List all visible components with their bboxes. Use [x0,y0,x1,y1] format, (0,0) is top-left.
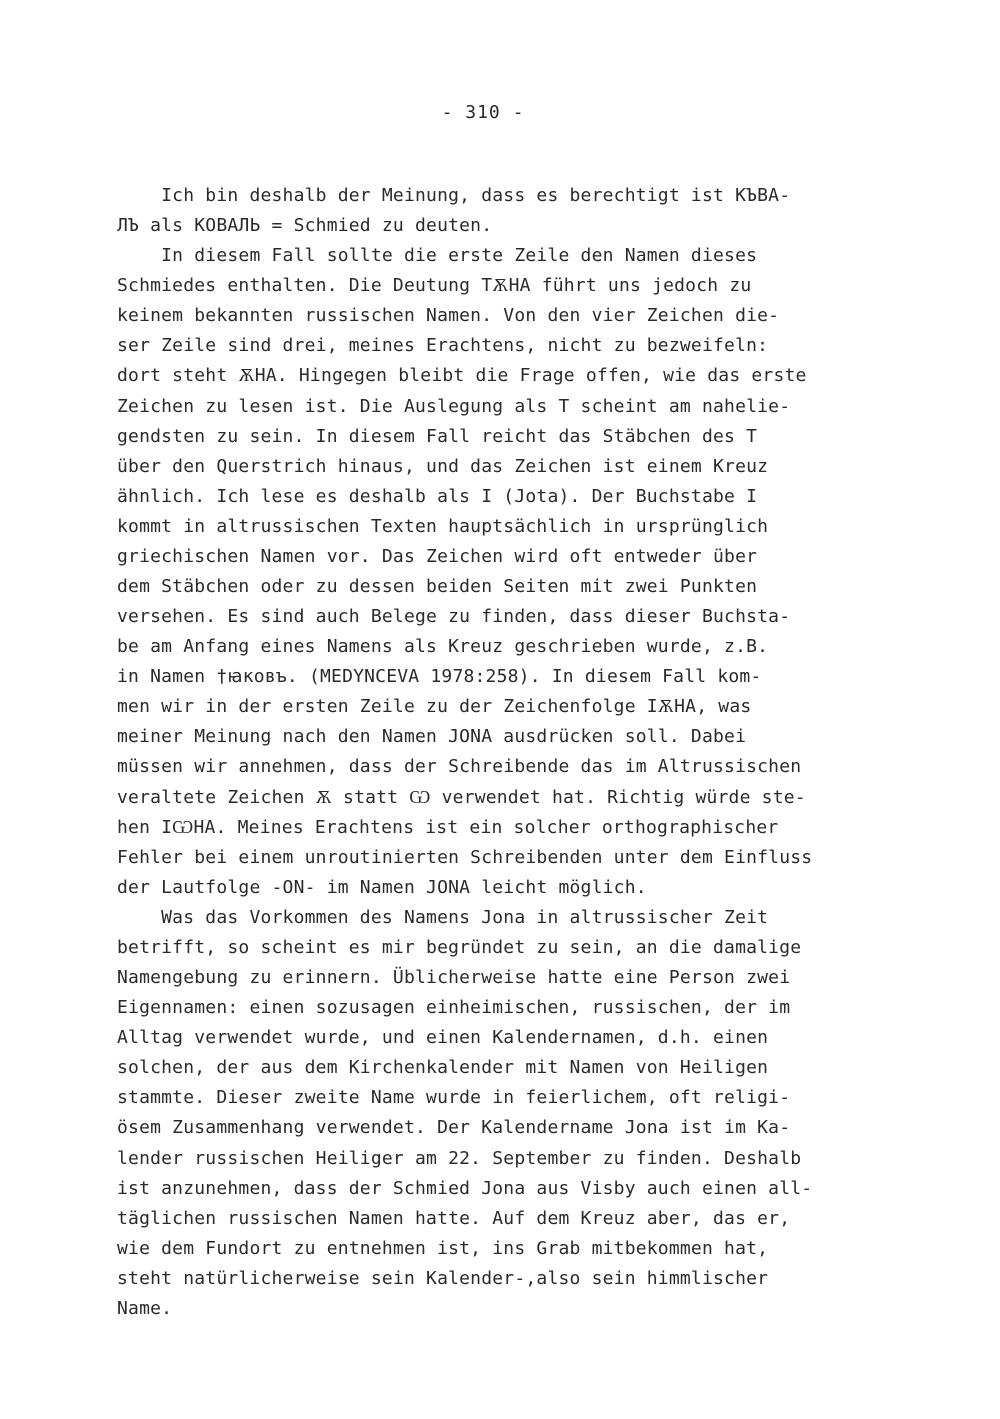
text-line: hen IѠНА. Meines Erachtens ist ein solcher orthographischer [117,816,779,838]
text-line: über den Querstrich hinaus, und das Zeichen ist einem Kreuz [117,455,769,477]
text-line: gendsten zu sein. In diesem Fall reicht das Stäbchen des Т [117,425,758,447]
text-line: täglichen russischen Namen hatte. Auf dem Kreuz aber, das er, [117,1207,791,1229]
text-line: griechischen Namen vor. Das Zeichen wird oft entweder über [117,545,758,567]
text-line: Eigennamen: einen sozusagen einheimischen, russischen, der im [117,997,791,1019]
text-line: stammte. Dieser zweite Name wurde in feierlichem, oft religi- [117,1087,791,1109]
text-line: ähnlich. Ich lese es deshalb als I (Jota). Der Buchstabe I [117,485,758,507]
text-line: meiner Meinung nach den Namen JONA ausdrücken soll. Dabei [117,726,747,748]
text-line: In diesem Fall sollte die erste Zeile den Namen dieses [117,245,758,267]
text-line: in Namen †ꙗковъ. (MEDYNCEVA 1978:258). In diesem Fall kom- [117,666,762,688]
text-line: solchen, der aus dem Kirchenkalender mit Namen von Heiligen [117,1057,769,1079]
text-line: Name. [117,1297,173,1319]
text-line: lender russischen Heiliger am 22. September zu finden. Deshalb [117,1147,802,1169]
text-line: Alltag verwendet wurde, und einen Kalendernamen, d.h. einen [117,1027,769,1049]
text-line: Ich bin deshalb der Meinung, dass es berechtigt ist КЪВА- [117,185,791,206]
text-line: betrifft, so scheint es mir begründet zu sein, an die damalige [117,936,802,958]
text-line: Namengebung zu erinnern. Üblicherweise hatte eine Person zwei [117,967,791,989]
body-text [117,181,877,1324]
text-line: Was das Vorkommen des Namens Jona in altrussischer Zeit [117,906,769,928]
text-line: der Lautfolge -ON- im Namen JONA leicht möglich. [117,876,647,898]
text-line: ösem Zusammenhang verwendet. Der Kalendername Jona ist im Ka- [117,1117,791,1139]
text-line: Zeichen zu lesen ist. Die Auslegung als Т scheint am nahelie- [117,395,791,417]
text-line: be am Anfang eines Namens als Kreuz geschrieben wurde, z.B. [117,636,769,658]
page-number: - 310 - [441,102,525,123]
text-line: dem Stäbchen oder zu dessen beiden Seiten mit zwei Punkten [117,576,758,598]
text-line: ЛЪ als КОВАЛЬ = Schmied zu deuten. [117,215,493,237]
text-line: keinem bekannten russischen Namen. Von den vier Zeichen die- [117,305,780,327]
text-line: steht natürlicherweise sein Kalender-,also sein himmlischer [117,1267,769,1289]
text-line: men wir in der ersten Zeile zu der Zeichenfolge IѪНА, was [117,696,752,718]
text-line: versehen. Es sind auch Belege zu finden, dass dieser Buchsta- [117,606,791,628]
text-line: Fehler bei einem unroutinierten Schreibenden unter dem Einfluss [117,846,813,868]
text-line: wie dem Fundort zu entnehmen ist, ins Grab mitbekommen hat, [117,1237,769,1259]
text-line: kommt in altrussischen Texten hauptsächlich in ursprünglich [117,515,769,537]
text-line: ser Zeile sind drei, meines Erachtens, nicht zu bezweifeln: [117,335,769,357]
text-line: Schmiedes enthalten. Die Deutung ТѪНА führt uns jedoch zu [117,275,752,297]
text-line: veraltete Zeichen Ѫ statt Ѡ verwendet hat. Richtig würde ste- [117,786,806,808]
text-line: müssen wir annehmen, dass der Schreibende das im Altrussischen [117,756,802,778]
text-line: ist anzunehmen, dass der Schmied Jona aus Visby auch einen all- [117,1177,813,1199]
text-line: dort steht ѪНА. Hingegen bleibt die Frage offen, wie das erste [117,365,807,387]
